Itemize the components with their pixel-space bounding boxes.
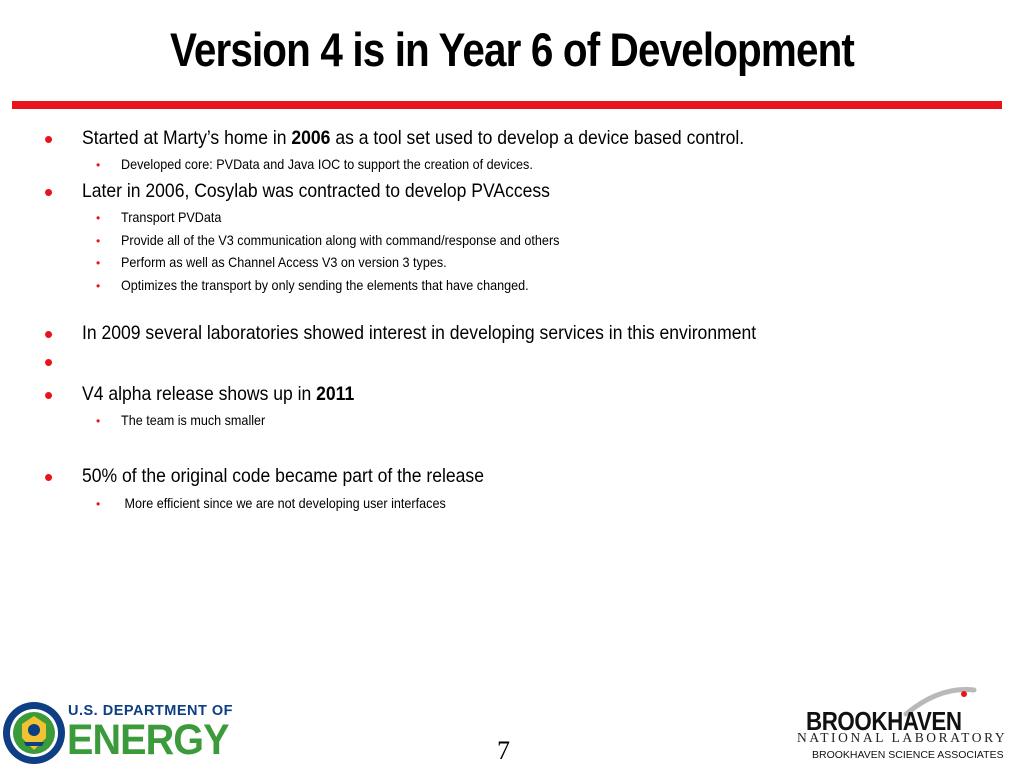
slide-title: Version 4 is in Year 6 of Development	[169, 23, 855, 76]
doe-energy-wordmark: ENERGY	[67, 716, 229, 764]
sub-bullet-dot: •	[96, 211, 101, 225]
bullet-item: Later in 2006, Cosylab was contracted to develop PVAccess	[82, 180, 550, 202]
bullet-dot: •	[44, 124, 54, 154]
bnl-wordmark: BROOKHAVEN	[806, 706, 962, 736]
bnl-associates-label: BROOKHAVEN SCIENCE ASSOCIATES	[812, 749, 1004, 761]
page-number: 7	[497, 736, 510, 765]
sub-bullet-item: Provide all of the V3 communication along with command/response and others	[121, 232, 560, 248]
bullet-dot: •	[44, 319, 54, 349]
sub-bullet-dot: •	[96, 234, 101, 248]
title-divider	[12, 101, 1002, 109]
sub-bullet-item: Transport PVData	[121, 209, 222, 225]
sub-bullet-dot: •	[96, 256, 101, 270]
bullet-item: Started at Marty’s home in 2006 as a tool set used to develop a device based control.	[82, 127, 745, 149]
sub-bullet-item: Developed core: PVData and Java IOC to support the creation of devices.	[121, 156, 533, 172]
sub-bullet-item: The team is much smaller	[121, 412, 266, 428]
sub-bullet-dot: •	[96, 279, 101, 293]
sub-bullet-dot: •	[96, 414, 101, 428]
bullet-dot: •	[44, 380, 54, 410]
bullet-item: V4 alpha release shows up in 2011	[82, 383, 355, 405]
sub-bullet-item: More efficient since we are not developing user interfaces	[121, 495, 446, 511]
sub-bullet-dot: •	[96, 158, 101, 172]
bullet-item: 50% of the original code became part of the release	[82, 465, 484, 487]
bnl-subtitle: NATIONAL LABORATORY	[797, 730, 1008, 745]
sub-bullet-item: Perform as well as Channel Access V3 on version 3 types.	[121, 254, 447, 270]
bullet-dot: •	[44, 347, 54, 377]
sub-bullet-item: Optimizes the transport by only sending the elements that have changed.	[121, 277, 529, 293]
bullet-item: In 2009 several laboratories showed interest in developing services in this environment	[82, 322, 757, 344]
sub-bullet-dot: •	[96, 497, 101, 511]
doe-department-label: U.S. DEPARTMENT OF	[68, 703, 234, 719]
bullet-dot: •	[44, 177, 54, 207]
bullet-dot: •	[44, 462, 54, 492]
